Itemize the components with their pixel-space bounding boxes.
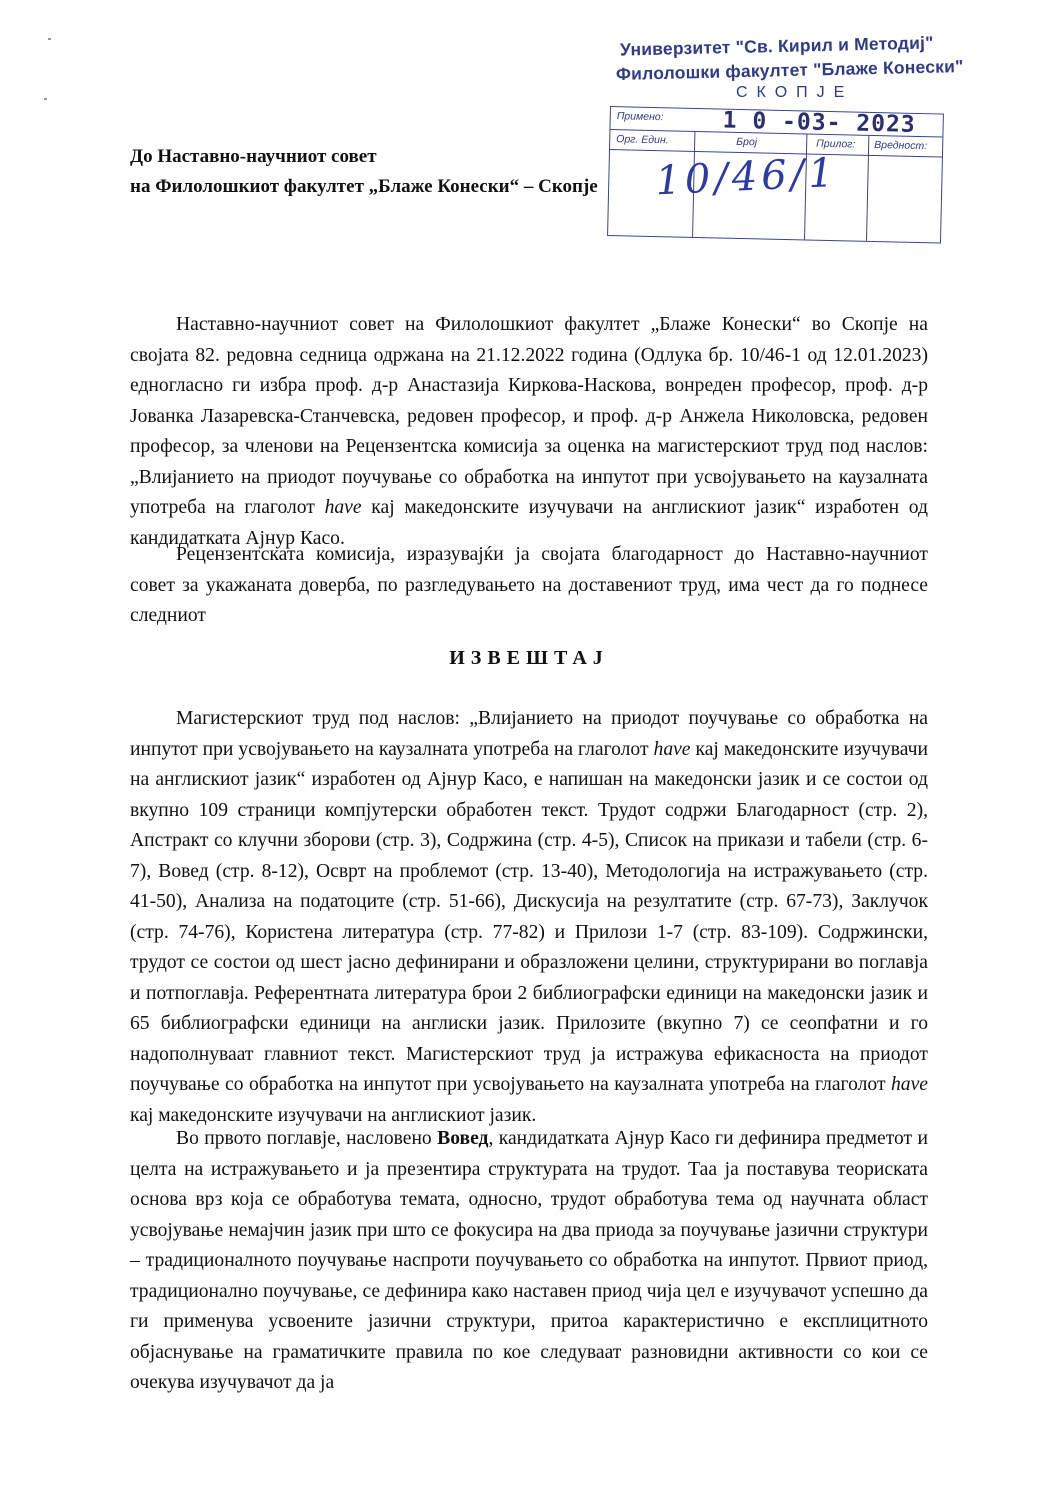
bold-term: Вовед: [437, 1128, 489, 1149]
stamp-city-line: СКОПЈЕ: [736, 84, 854, 101]
italic-term: have: [653, 738, 691, 760]
italic-term: have: [324, 497, 362, 518]
thesis-overview-text-middle: кај македонските изучувачи на англискиот јазик“ изработен од Ајнур Касо, е напишан на македонски јазик и се состои од вкупно 109 страници компјутерски обработен текст. Трудот содржи Благодарност (стр. 2), Апстракт со клучни зборови (стр. 3), Содржина (стр. 4-5), Список на прикази и табели (стр. 6-7), Вовед (стр. 8-12), Осврт на проблемот (стр. 13-40), Методологија на истражувањето (стр. 41-50), Анализа на податоците (стр. 51-66), Дискусија на резултатите (стр. 67-73), Заклучок (стр. 74-76), Користена литература (стр. 77-82) и Прилози 1-7 (стр. 83-109). Содржински, трудот се состои од шест јасно дефинирани и образложени целини, структурирани во поглавја и потпоглавја. Референтната литература брои 2 библиографски единици на македонски јазик и 65 библиографски единици на англиски јазик. Прилозите (вкупно 7) се сеопфатни и го надополнуваат главниот текст. Магистерскиот труд ја истражува ефикасноста на приодот поучување со обработка на инпутот при усвојувањето на каузалната употреба на глаголот: [130, 738, 928, 1095]
intro-paragraph-text-end: кај македонските изучувачи на англискиот јазик“ изработен од кандидатката Ајнур Касо.: [130, 497, 928, 549]
scan-speck: [48, 38, 51, 40]
thesis-overview-text: Магистерскиот труд под наслов: „Влијанието на приодот поучување со обработка на инпутот при усвојувањето на каузалната употреба на глаголот: [130, 708, 928, 760]
stamp-column-line: [866, 135, 869, 241]
stamp-attachment-label: Прилог:: [816, 137, 856, 151]
stamp-faculty-line: Филолошки факултет "Блаже Конески": [615, 56, 964, 84]
handwritten-registry-number: 10/46/1: [654, 149, 839, 205]
first-chapter-text-end: , кандидатката Ајнур Касо ги дефинира предметот и целта на истражувањето и ја презентира структурата на трудот. Таа ја поставува теориската основа врз која се обработува темата, односно, трудот обработува тема од научната област усвојување немајчин јазик при што се фокусира на два приода за поучување јазични структури – традиционалното поучување наспроти поучувањето со обработка на инпутот. Првиот приод, традиционално поучување, се дефинира како наставен приод чија цел е изучувачот успешно да ги применува усвоените јазични структури, притоа карактеристично е експлицитното објаснување на граматичките правила по кое следуваат разновидни активности со кои се очекува изучувачот да ја: [130, 1128, 928, 1393]
stamp-received-date: 1 0 -03- 2023: [722, 107, 916, 138]
thesis-overview-paragraph: [130, 704, 928, 1131]
stamp-value-label: Вредност:: [874, 139, 928, 153]
first-chapter-paragraph: [130, 1124, 928, 1399]
thesis-overview-text-end: кај македонските изучувачи на англискиот јазик.: [130, 1104, 537, 1126]
stamp-number-label: Број: [736, 135, 758, 149]
report-heading: ИЗВЕШТАЈ: [449, 647, 609, 669]
intro-paragraph: [130, 310, 928, 554]
intro-paragraph-text: Наставно-научниот совет на Филолошкиот факултет „Блаже Конески“ во Скопје на својата 82. редовна седница одржана на 21.12.2022 година (Одлука бр. 10/46-1 од 12.01.2023) едногласно ги избра проф. д-р Анастазија Киркова-Наскова, вонреден професор, проф. д-р Јованка Лазаревска-Станчевска, редовен професор, и проф. д-р Анжела Николовска, редовен професор, за членови на Рецензентска комисија за оценка на магистерскиот труд под наслов: „Влијанието на приодот поучување со обработка на инпутот при усвојувањето на каузалната употреба на глаголот: [130, 314, 928, 518]
stamp-grid: [607, 106, 944, 244]
stamp-org-unit-label: Орг. Един.: [616, 133, 669, 147]
registry-stamp: [608, 32, 964, 236]
stamp-university-line: Универзитет "Св. Кирил и Методиј": [619, 32, 934, 60]
addressee-block: [130, 142, 598, 202]
commission-paragraph: Рецензентската комисија, изразувајќи ја својата благодарност до Наставно-научниот совет за укажаната доверба, по разгледувањето на доставениот труд, има чест да го поднесе следниот: [130, 544, 928, 626]
addressee-line-2: на Филолошкиот факултет „Блаже Конески“ – Скопје: [130, 176, 598, 197]
scan-speck: [44, 98, 47, 100]
first-chapter-text: Во првото поглавје, насловено: [176, 1128, 438, 1149]
stamp-received-label: Примено:: [616, 110, 664, 124]
italic-term: have: [891, 1074, 928, 1095]
addressee-line-1: До Наставно-научниот совет: [130, 146, 377, 167]
